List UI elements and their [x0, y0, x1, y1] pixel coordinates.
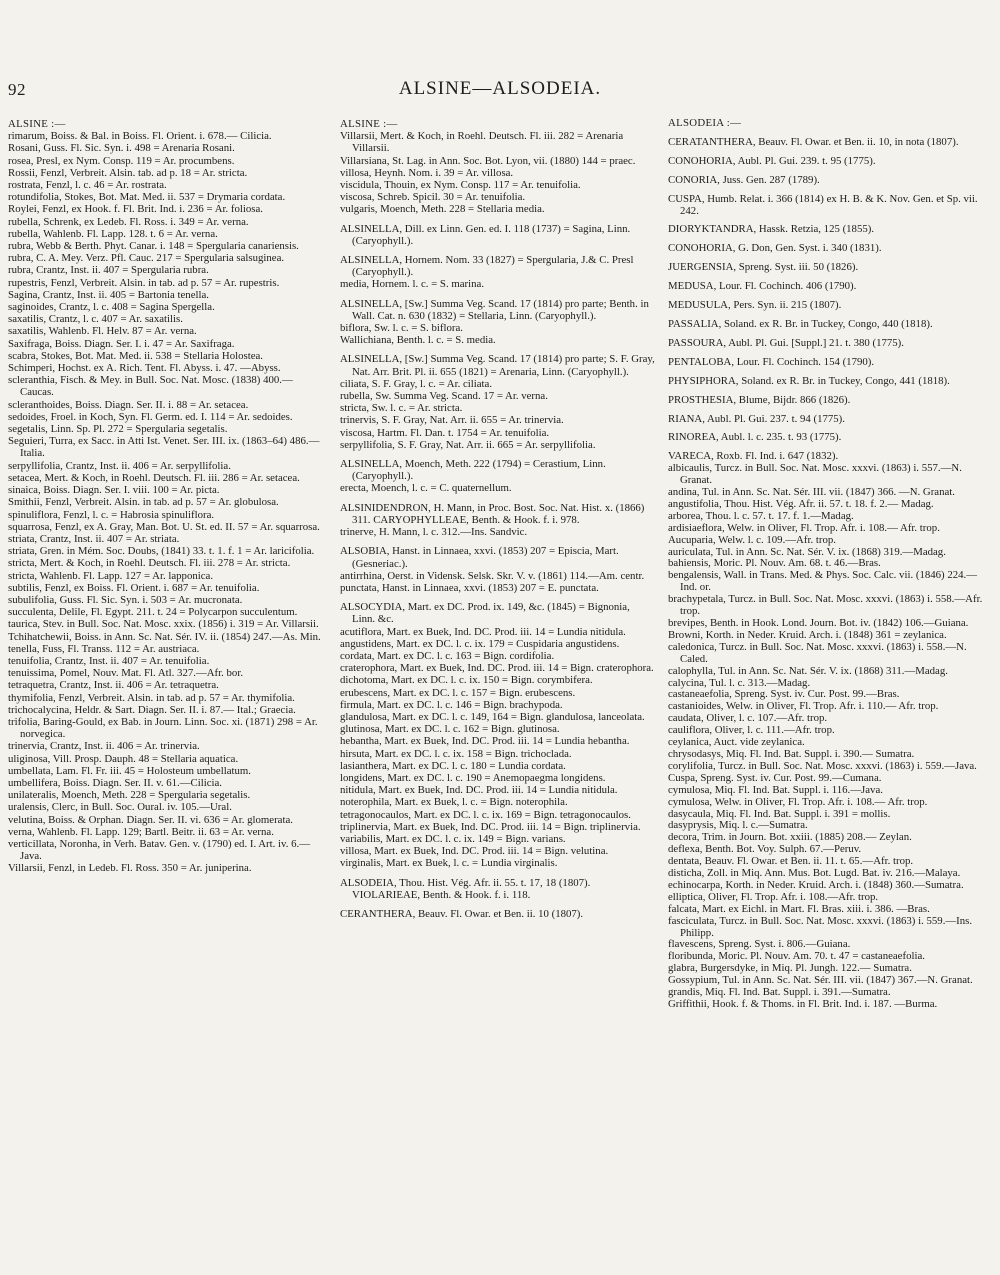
entry: PROSTHESIA, Blume, Bijdr. 866 (1826).: [668, 393, 851, 406]
entry: rimarum, Boiss. & Bal. in Boiss. Fl. Orient. i. 678.— Cilicia.: [8, 130, 272, 143]
entry: ALSOCYDIA, Mart. ex DC. Prod. ix. 149, &c. (1845) = Bignonia, Linn. &c.: [340, 601, 630, 626]
entry: chrysodasys, Miq. Fl. Ind. Bat. Suppl. i. 390.— Sumatra.: [668, 747, 915, 760]
entry: trifolia, Baring-Gould, ex Bab. in Journ. Linn. Soc. xi. (1871) 298 = Ar. norvegica.: [8, 715, 318, 741]
entry: Villarsii, Mert. & Koch, in Roehl. Deutsch. Fl. iii. 282 = Arenaria Villarsii.: [340, 130, 624, 155]
entry: trichocalycina, Heldr. & Sart. Diagn. Ser. II. i. 87.— Ital.; Graecia.: [8, 703, 296, 716]
entry: brachypetala, Turcz. in Bull. Soc. Nat. Mosc. xxxvi. (1863) i. 558.—Afr. trop.: [668, 593, 983, 618]
entry: craterophora, Mart. ex Buek, Ind. DC. Prod. iii. 14 = Bign. craterophora.: [340, 662, 654, 675]
entry: saginoides, Crantz, l. c. 408 = Sagina Spergella.: [8, 301, 215, 314]
entry: flavescens, Spreng. Syst. i. 806.—Guiana.: [668, 938, 851, 951]
entry: cymulosa, Miq. Fl. Ind. Bat. Suppl. i. 116.—Java.: [668, 783, 883, 796]
entry: CERANTHERA, Beauv. Fl. Owar. et Ben. ii. 10 (1807).: [340, 907, 584, 920]
entry: ALSINELLA, [Sw.] Summa Veg. Scand. 17 (1814) pro parte; S. F. Gray, Nat. Arr. Brit. Pl. ii. 655 (1821) = Arenaria, Linn. (Caryophyll.).: [340, 353, 655, 378]
entry: brevipes, Benth. in Hook. Lond. Journ. Bot. iv. (1842) 106.—Guiana.: [668, 617, 969, 629]
entry: punctata, Hanst. in Linnaea, xxvi. (1853) 207 = E. punctata.: [340, 581, 599, 594]
entry: Gossypium, Tul. in Ann. Sc. Nat. Sér. III. vii. (1847) 367.—N. Granat.: [668, 974, 973, 987]
entry: spinuliflora, Fenzl, l. c. = Habrosia spinuliflora.: [8, 508, 215, 521]
entry: bahiensis, Moric. Pl. Nouv. Am. 68. t. 46.—Bras.: [668, 557, 881, 570]
entry: falcata, Mart. ex Eichl. in Mart. Fl. Bras. xiii. i. 386. —Bras.: [668, 902, 930, 915]
entry: ALSINIDENDRON, H. Mann, in Proc. Bost. Soc. Nat. Hist. x. (1866) 311. CARYOPHYLLEAE, Benth. & Hook. f. i. 978.: [340, 501, 645, 526]
entry: media, Hornem. l. c. = S. marina.: [340, 278, 485, 291]
entry: serpyllifolia, S. F. Gray, Nat. Arr. ii. 665 = Ar. serpyllifolia.: [340, 438, 596, 451]
entry: ALSINE :—: [340, 118, 398, 130]
entry: sedoides, Froel. in Koch, Syn. Fl. Germ. ed. I. 114 = Ar. sedoides.: [8, 410, 293, 423]
entry: segetalis, Linn. Sp. Pl. 272 = Spergularia segetalis.: [8, 423, 228, 436]
entry: umbellifera, Boiss. Diagn. Ser. II. v. 61.—Cilicia.: [8, 776, 223, 789]
entry: floribunda, Moric. Pl. Nouv. Am. 70. t. 47 = castaneaefolia.: [668, 950, 925, 963]
entry: caudata, Oliver, l. c. 107.—Afr. trop.: [668, 712, 828, 725]
entry: saxatilis, Crantz, l. c. 407 = Ar. saxatilis.: [8, 313, 183, 326]
entry: tenella, Fuss, Fl. Transs. 112 = Ar. austriaca.: [8, 642, 200, 655]
running-head: ALSINE—ALSODEIA.: [398, 78, 602, 99]
entry: unilateralis, Moench, Meth. 228 = Spergularia segetalis.: [8, 789, 251, 802]
entry: squarrosa, Fenzl, ex A. Gray, Man. Bot. U. St. ed. II. 57 = Ar. squarrosa.: [8, 520, 320, 533]
entry: tetraquetra, Crantz, Inst. ii. 406 = Ar. tetraquetra.: [8, 679, 219, 692]
entry: ALSODEIA :—: [668, 118, 742, 129]
entry: succulenta, Delile, Fl. Egypt. 211. t. 24 = Polycarpon succulentum.: [8, 606, 298, 619]
entry: subtilis, Fenzl, ex Boiss. Fl. Orient. i. 687 = Ar. tenuifolia.: [8, 581, 260, 594]
entry: corylifolia, Turcz. in Bull. Soc. Nat. Mosc. xxxvi. (1863) i. 559.—Java.: [668, 759, 977, 772]
entry: bengalensis, Wall. in Trans. Med. & Phys. Soc. Calc. vii. (1846) 224.—Ind. or.: [668, 569, 978, 594]
entry: rubra, C. A. Mey. Verz. Pfl. Cauc. 217 = Spergularia salsuginea.: [8, 252, 285, 265]
entry: cauliflora, Oliver, l. c. 111.—Afr. trop.: [668, 724, 835, 737]
entry: angustidens, Mart. ex DC. l. c. ix. 179 = Cuspidaria angustidens.: [340, 637, 620, 650]
entry: trinerve, H. Mann, l. c. 312.—Ins. Sandvic.: [340, 526, 528, 539]
entry: antirrhina, Oerst. in Vidensk. Selsk. Skr. V. v. (1861) 114.—Am. centr.: [340, 569, 645, 582]
entry: Tchihatchewii, Boiss. in Ann. Sc. Nat. Sér. IV. ii. (1854) 247.—As. Min.: [8, 630, 321, 643]
entry: noterophila, Mart. ex Buek, l. c. = Bign. noterophila.: [340, 796, 568, 809]
entry: PASSOURA, Aubl. Pl. Gui. [Suppl.] 21. t. 380 (1775).: [668, 336, 904, 349]
entry: rostrata, Fenzl, l. c. 46 = Ar. rostrata.: [8, 179, 167, 192]
entry: scleranthoides, Boiss. Diagn. Ser. II. i. 88 = Ar. setacea.: [8, 398, 249, 411]
entry: villosa, Heynh. Nom. i. 39 = Ar. villosa.: [340, 166, 514, 179]
entry: scleranthia, Fisch. & Mey. in Bull. Soc. Nat. Mosc. (1838) 400.—Caucas.: [8, 374, 293, 399]
entry: disticha, Zoll. in Miq. Ann. Mus. Bot. Lugd. Bat. iv. 216.—Malaya.: [668, 867, 961, 880]
entry: castanioides, Welw. in Oliver, Fl. Trop. Afr. i. 110.— Afr. trop.: [668, 700, 939, 713]
entry: rubra, Crantz, Inst. ii. 407 = Spergularia rubra.: [8, 264, 209, 277]
entry: RINOREA, Aubl. l. c. 235. t. 93 (1775).: [668, 431, 842, 444]
entry: ALSINELLA, Dill. ex Linn. Gen. ed. I. 118 (1737) = Sagina, Linn. (Caryophyll.).: [340, 222, 631, 247]
entry: verticillata, Noronha, in Verh. Batav. Gen. v. (1790) ed. I. Art. iv. 6.—Java.: [8, 837, 311, 863]
entry: Villarsii, Fenzl, in Ledeb. Fl. Ross. 350 = Ar. juniperina.: [8, 862, 252, 875]
entry: taurica, Stev. in Bull. Soc. Nat. Mosc. xxix. (1856) i. 319 = Ar. Villarsii.: [8, 618, 319, 631]
entry: rotundifolia, Stokes, Bot. Mat. Med. ii. 537 = Drymaria cordata.: [8, 191, 286, 204]
entry: Cuspa, Spreng. Syst. iv. Cur. Post. 99.—Cumana.: [668, 771, 882, 784]
entry: nitidula, Mart. ex Buek, Ind. DC. Prod. iii. 14 = Lundia nitidula.: [340, 784, 618, 797]
entry: Griffithii, Hook. f. & Thoms. in Fl. Brit. Ind. i. 187. —Burma.: [668, 998, 938, 1010]
page-number: 92: [8, 80, 26, 99]
entry: Rossii, Fenzl, Verbreit. Alsin. tab. ad p. 18 = Ar. stricta.: [8, 166, 248, 179]
entry: CERATANTHERA, Beauv. Fl. Owar. et Ben. ii. 10, in nota (1807).: [668, 135, 959, 148]
entry: rupestris, Fenzl, Verbreit. Alsin. in tab. ad p. 57 = Ar. rupestris.: [8, 276, 280, 289]
entry: dichotoma, Mart. ex DC. l. c. ix. 150 = Bign. corymbifera.: [340, 674, 593, 687]
entry: dentata, Beauv. Fl. Owar. et Ben. ii. 11. t. 65.—Afr. trop.: [668, 855, 914, 868]
entry: stricta, Sw. l. c. = Ar. stricta.: [340, 402, 463, 415]
entry: ceylanica, Auct. vide zeylanica.: [668, 736, 805, 749]
entry: stricta, Wahlenb. Fl. Lapp. 127 = Ar. lapponica.: [8, 569, 214, 582]
entry: Schimperi, Hochst. ex A. Rich. Tent. Fl. Abyss. i. 47. —Abyss.: [8, 362, 281, 375]
entry: rubella, Wahlenb. Fl. Lapp. 128. t. 6 = Ar. verna.: [8, 227, 218, 240]
entry: angustifolia, Thou. Hist. Vég. Afr. ii. 57. t. 18. f. 2.— Madag.: [668, 497, 934, 510]
entry: calycina, Tul. l. c. 313.—Madag.: [668, 676, 811, 689]
entry: striata, Crantz, Inst. ii. 407 = Ar. striata.: [8, 532, 180, 545]
entry: Saxifraga, Boiss. Diagn. Ser. I. i. 47 = Ar. Saxifraga.: [8, 337, 235, 350]
entry: viscosa, Hartm. Fl. Dan. t. 1754 = Ar. tenuifolia.: [340, 426, 550, 439]
entry: ALSINELLA, Moench, Meth. 222 (1794) = Cerastium, Linn. (Caryophyll.).: [340, 458, 606, 483]
entry: deflexa, Benth. Bot. Voy. Sulph. 67.—Peruv.: [668, 843, 862, 856]
entry: rosea, Presl, ex Nym. Consp. 119 = Ar. procumbens.: [8, 154, 235, 167]
entry: ALSODEIA, Thou. Hist. Vég. Afr. ii. 55. t. 17, 18 (1807). VIOLARIEAE, Benth. & Hook. f. i. 118.: [340, 876, 591, 901]
entry: cymulosa, Welw. in Oliver, Fl. Trop. Afr. i. 108.— Afr. trop.: [668, 795, 928, 808]
entry: erubescens, Mart. ex DC. l. c. 157 = Bign. erubescens.: [340, 686, 576, 699]
column-middle: [340, 118, 655, 1268]
entry: Seguieri, Turra, ex Sacc. in Atti Ist. Venet. Ser. III. ix. (1863–64) 486.—Italia.: [8, 435, 320, 460]
entry: castaneaefolia, Spreng. Syst. iv. Cur. Post. 99.—Bras.: [668, 688, 900, 701]
entry: arborea, Thou. l. c. 57. t. 17. f. 1.—Madag.: [668, 509, 854, 522]
entry: hirsuta, Mart. ex DC. l. c. ix. 158 = Bign. trichoclada.: [340, 747, 572, 760]
entry: PASSALIA, Soland. ex R. Br. in Tuckey, Congo, 440 (1818).: [668, 317, 933, 330]
entry: ALSINELLA, Hornem. Nom. 33 (1827) = Spergularia, J.& C. Presl (Caryophyll.).: [340, 254, 634, 279]
column-right: [668, 118, 988, 1268]
entry: Aucuparia, Welw. l. c. 109.—Afr. trop.: [668, 533, 836, 546]
entry: subulifolia, Guss. Fl. Sic. Syn. i. 503 = Ar. mucronata.: [8, 593, 243, 606]
entry: glutinosa, Mart. ex DC. l. c. 162 = Bign. glutinosa.: [340, 723, 560, 736]
entry: VARECA, Roxb. Fl. Ind. i. 647 (1832).: [668, 450, 839, 463]
entry: cordata, Mart. ex DC. l. c. 163 = Bign. cordifolia.: [340, 649, 555, 662]
entry: echinocarpa, Korth. in Neder. Kruid. Arch. i. (1848) 360.—Sumatra.: [668, 878, 964, 891]
entry: albicaulis, Turcz. in Bull. Soc. Nat. Mosc. xxxvi. (1863) i. 557.—N. Granat.: [668, 462, 962, 487]
entry: serpyllifolia, Crantz, Inst. ii. 406 = Ar. serpyllifolia.: [8, 459, 231, 472]
entry: triplinervia, Mart. ex Buek, Ind. DC. Prod. iii. 14 = Bign. triplinervia.: [340, 820, 641, 833]
entry: firmula, Mart. ex DC. l. c. 146 = Bign. brachypoda.: [340, 698, 563, 711]
entry: RIANA, Aubl. Pl. Gui. 237. t. 94 (1775).: [668, 412, 845, 425]
entry: fasciculata, Turcz. in Bull. Soc. Nat. Mosc. xxxvi. (1863) i. 559.—Ins. Philipp.: [668, 914, 973, 939]
entry: uralensis, Clerc, in Bull. Soc. Oural. iv. 105.—Ural.: [8, 801, 232, 814]
entry: auriculata, Tul. in Ann. Sc. Nat. Sér. V. ix. (1868) 319.—Madag.: [668, 545, 946, 558]
entry: Sagina, Crantz, Inst. ii. 405 = Bartonia tenella.: [8, 288, 209, 301]
entry: ALSINELLA, [Sw.] Summa Veg. Scand. 17 (1814) pro parte; Benth. in Wall. Cat. n. 630 (1832) = Stellaria, Linn. (Caryophyll.).: [340, 297, 649, 322]
entry: acutiflora, Mart. ex Buek, Ind. DC. Prod. iii. 14 = Lundia nitidula.: [340, 625, 626, 638]
entry: uliginosa, Vill. Prosp. Dauph. 48 = Stellaria aquatica.: [8, 752, 239, 765]
entry: Roylei, Fenzl, ex Hook. f. Fl. Brit. Ind. i. 236 = Ar. foliosa.: [8, 203, 264, 216]
column-left: [8, 118, 326, 1268]
entry: verna, Wahlenb. Fl. Lapp. 129; Bartl. Beitr. ii. 63 = Ar. verna.: [8, 825, 274, 838]
entry: stricta, Mert. & Koch, in Roehl. Deutsch. Fl. iii. 278 = Ar. stricta.: [8, 557, 291, 570]
entry: grandis, Miq. Fl. Ind. Bat. Suppl. i. 391.—Sumatra.: [668, 986, 891, 999]
entry: variabilis, Mart. ex DC. l. c. ix. 149 = Bign. varians.: [340, 832, 566, 845]
entry: MEDUSA, Lour. Fl. Cochinch. 406 (1790).: [668, 280, 857, 293]
entry: ciliata, S. F. Gray, l. c. = Ar. ciliata.: [340, 377, 493, 390]
entry: virginalis, Mart. ex Buek, l. c. = Lundia virginalis.: [340, 857, 558, 870]
entry: ardisiaeflora, Welw. in Oliver, Fl. Trop. Afr. i. 108.— Afr. trop.: [668, 521, 940, 534]
entry: rubra, Webb & Berth. Phyt. Canar. i. 148 = Spergularia canariensis.: [8, 240, 299, 253]
entry: Smithii, Fenzl, Verbreit. Alsin. in tab. ad p. 57 = Ar. globulosa.: [8, 496, 279, 509]
entry: elliptica, Oliver, Fl. Trop. Afr. i. 108.—Afr. trop.: [668, 890, 879, 903]
entry: ALSOBIA, Hanst. in Linnaea, xxvi. (1853) 207 = Episcia, Mart. (Gesneriac.).: [340, 545, 619, 570]
entry: umbellata, Lam. Fl. Fr. iii. 45 = Holosteum umbellatum.: [8, 764, 251, 777]
entry: Villarsiana, St. Lag. in Ann. Soc. Bot. Lyon, vii. (1880) 144 = praec.: [340, 154, 636, 167]
entry: tenuissima, Pomel, Nouv. Mat. Fl. Atl. 327.—Afr. bor.: [8, 667, 244, 680]
entry: PENTALOBA, Lour. Fl. Cochinch. 154 (1790).: [668, 355, 875, 368]
entry: villosa, Mart. ex Buek, Ind. DC. Prod. iii. 14 = Bign. velutina.: [340, 845, 609, 858]
entry: ALSINE :—: [8, 118, 66, 130]
entry: CONORIA, Juss. Gen. 287 (1789).: [668, 173, 820, 186]
entry: saxatilis, Wahlenb. Fl. Helv. 87 = Ar. verna.: [8, 325, 197, 338]
entry: glabra, Burgersdyke, in Miq. Pl. Jungh. 122.— Sumatra.: [668, 962, 912, 975]
entry: lasianthera, Mart. ex DC. l. c. 180 = Lundia cordata.: [340, 759, 566, 772]
entry: sinaica, Boiss. Diagn. Ser. I. viii. 100 = Ar. picta.: [8, 484, 220, 497]
entry: decora, Trim. in Journ. Bot. xxiii. (1885) 208.— Zeylan.: [668, 831, 912, 844]
entry: striata, Gren. in Mém. Soc. Doubs, (1841) 33. t. 1. f. 1 = Ar. laricifolia.: [8, 545, 315, 558]
entry: Rosani, Guss. Fl. Sic. Syn. i. 498 = Arenaria Rosani.: [8, 142, 235, 155]
entry: trinervis, S. F. Gray, Nat. Arr. ii. 655 = Ar. trinervia.: [340, 414, 564, 427]
entry: calophylla, Tul. in Ann. Sc. Nat. Sér. V. ix. (1868) 311.—Madag.: [668, 664, 948, 677]
entry: dasycaula, Miq. Fl. Ind. Bat. Suppl. i. 391 = mollis.: [668, 807, 891, 820]
entry: andina, Tul. in Ann. Sc. Nat. Sér. III. vii. (1847) 366. —N. Granat.: [668, 486, 955, 499]
entry: vulgaris, Moench, Meth. 228 = Stellaria media.: [340, 203, 545, 216]
entry: rubella, Schrenk, ex Ledeb. Fl. Ross. i. 349 = Ar. verna.: [8, 215, 249, 228]
entry: caledonica, Turcz. in Bull. Soc. Nat. Mosc. xxxvi. (1863) i. 558.—N. Caled.: [668, 640, 967, 665]
entry: dasyprysis, Miq. l. c.—Sumatra.: [668, 819, 808, 832]
entry: scabra, Stokes, Bot. Mat. Med. ii. 538 = Stellaria Holostea.: [8, 349, 263, 362]
entry: DIORYKTANDRA, Hassk. Retzia, 125 (1855).: [668, 223, 875, 236]
entry: viscosa, Schreb. Spicil. 30 = Ar. tenuifolia.: [340, 191, 526, 204]
entry: setacea, Mert. & Koch, in Roehl. Deutsch. Fl. iii. 286 = Ar. setacea.: [8, 471, 300, 484]
entry: tenuifolia, Crantz, Inst. ii. 407 = Ar. tenuifolia.: [8, 654, 210, 667]
entry: biflora, Sw. l. c. = S. biflora.: [340, 322, 463, 335]
entry: Browni, Korth. in Neder. Kruid. Arch. i. (1848) 361 = zeylanica.: [668, 628, 947, 641]
entry: CUSPA, Humb. Relat. i. 366 (1814) ex H. B. & K. Nov. Gen. et Sp. vii. 242.: [668, 192, 978, 217]
entry: glandulosa, Mart. ex DC. l. c. 149, 164 = Bign. glandulosa, lanceolata.: [340, 710, 645, 723]
entry: PHYSIPHORA, Soland. ex R. Br. in Tuckey, Congo, 441 (1818).: [668, 374, 950, 387]
entry: JUERGENSIA, Spreng. Syst. iii. 50 (1826).: [668, 261, 859, 274]
entry: Wallichiana, Benth. l. c. = S. media.: [340, 334, 496, 347]
entry: thymifolia, Fenzl, Verbreit. Alsin. in tab. ad p. 57 = Ar. thymifolia.: [8, 691, 295, 704]
entry: hebantha, Mart. ex Buek, Ind. DC. Prod. iii. 14 = Lundia hebantha.: [340, 735, 630, 748]
entry: MEDUSULA, Pers. Syn. ii. 215 (1807).: [668, 299, 842, 312]
entry: tetragonocaulos, Mart. ex DC. l. c. ix. 169 = Bign. tetragonocaulos.: [340, 808, 631, 821]
entry: trinervia, Crantz, Inst. ii. 406 = Ar. trinervia.: [8, 740, 200, 753]
entry: erecta, Moench, l. c. = C. quaternellum.: [340, 482, 512, 495]
entry: CONOHORIA, G. Don, Gen. Syst. i. 340 (1831).: [668, 242, 882, 255]
entry: longidens, Mart. ex DC. l. c. 190 = Anemopaegma longidens.: [340, 771, 606, 784]
entry: CONOHORIA, Aubl. Pl. Gui. 239. t. 95 (1775).: [668, 154, 876, 167]
entry: velutina, Boiss. & Orphan. Diagn. Ser. II. vi. 636 = Ar. glomerata.: [8, 813, 293, 826]
entry: viscidula, Thouin, ex Nym. Consp. 117 = Ar. tenuifolia.: [340, 179, 581, 192]
entry: rubella, Sw. Summa Veg. Scand. 17 = Ar. verna.: [340, 390, 548, 403]
